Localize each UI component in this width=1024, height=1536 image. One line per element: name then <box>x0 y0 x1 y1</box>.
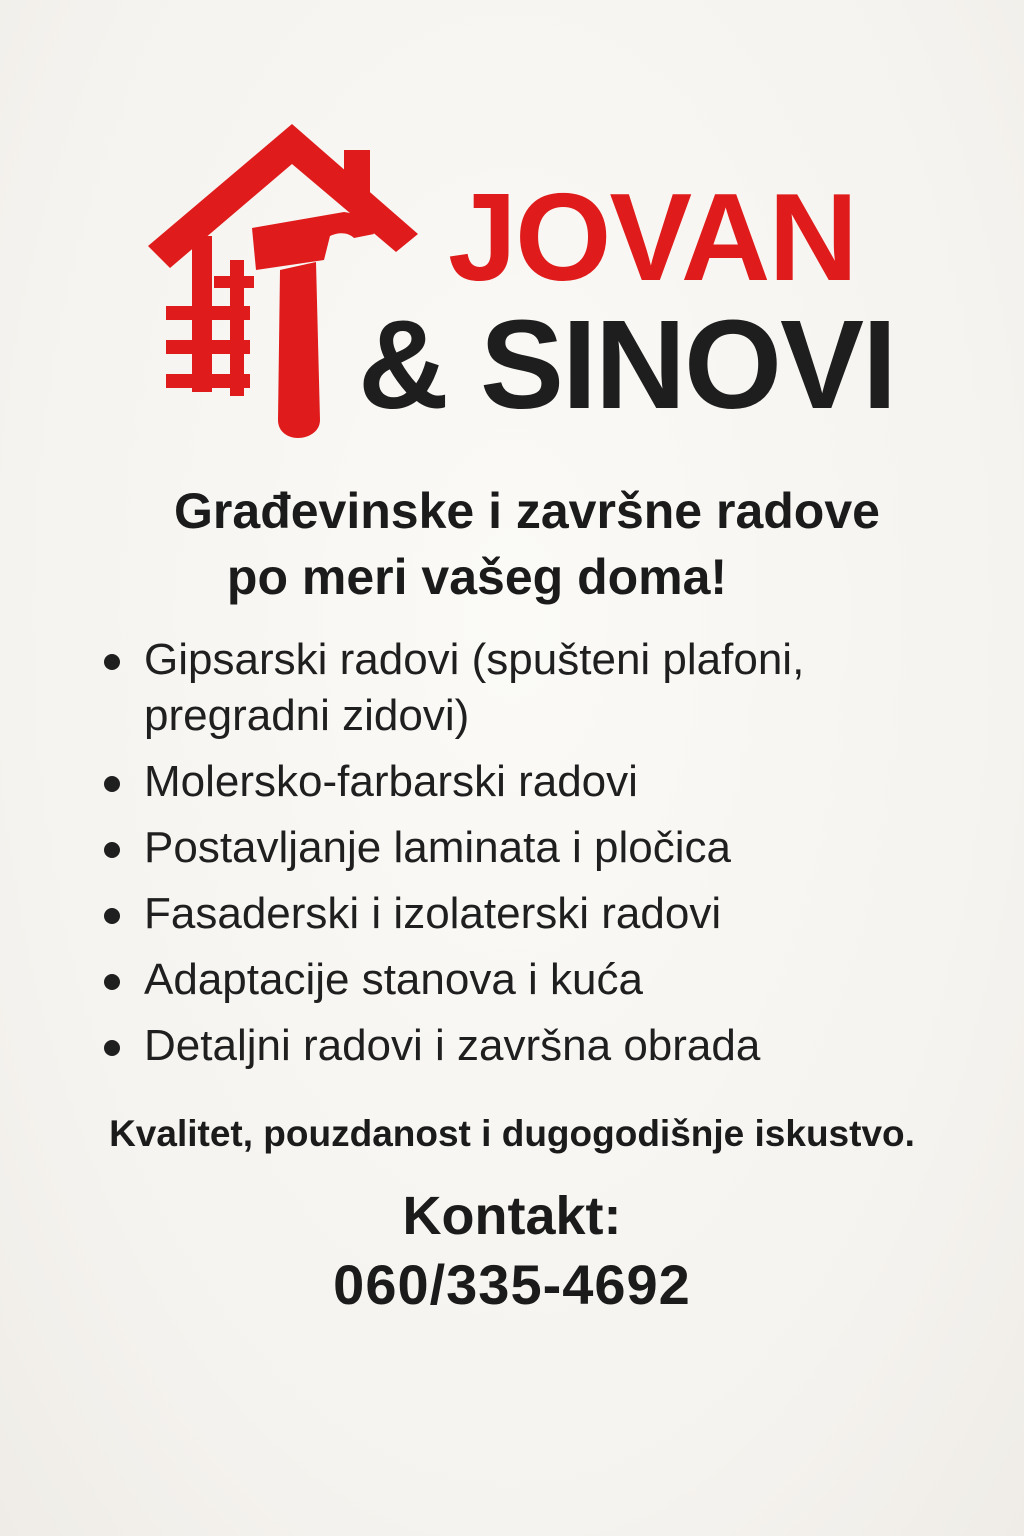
list-item <box>100 886 980 942</box>
bullet-icon <box>104 974 120 990</box>
bullet-icon <box>104 654 120 670</box>
service-text: Detaljni radovi i završna obrada <box>144 1021 761 1070</box>
contact-phone-number: 060/335-4692 <box>333 1253 691 1316</box>
brand-name-line2: & SINOVI <box>358 294 896 435</box>
bullet-icon <box>104 908 120 924</box>
service-text-continued: pregradni zidovi) <box>144 691 470 740</box>
service-text: Molersko-farbarski radovi <box>144 757 638 806</box>
brand-name-line1: JOVAN <box>448 169 857 307</box>
headline-line2: po meri vašeg doma! <box>226 549 728 605</box>
service-text: Postavljanje laminata i pločica <box>144 823 731 872</box>
service-text: Adaptacije stanova i kuća <box>144 955 643 1004</box>
contact-label: Kontakt: <box>402 1186 622 1246</box>
company-logo <box>148 120 896 450</box>
service-text: Gipsarski radovi (spušteni plafoni, <box>144 635 805 684</box>
bullet-icon <box>104 842 120 858</box>
list-item <box>100 1018 980 1074</box>
list-item <box>100 754 980 810</box>
headline-line1: Građevinske i završne radove <box>174 483 880 539</box>
list-item <box>100 632 980 744</box>
tagline: Kvalitet, pouzdanost i dugogodišnje iskustvo. <box>109 1113 915 1154</box>
headline <box>0 478 1024 610</box>
bullet-icon <box>104 1040 120 1056</box>
list-item <box>100 820 980 876</box>
service-text: Fasaderski i izolaterski radovi <box>144 889 722 938</box>
list-item <box>100 952 980 1008</box>
bullet-icon <box>104 776 120 792</box>
services-list <box>100 632 980 1084</box>
